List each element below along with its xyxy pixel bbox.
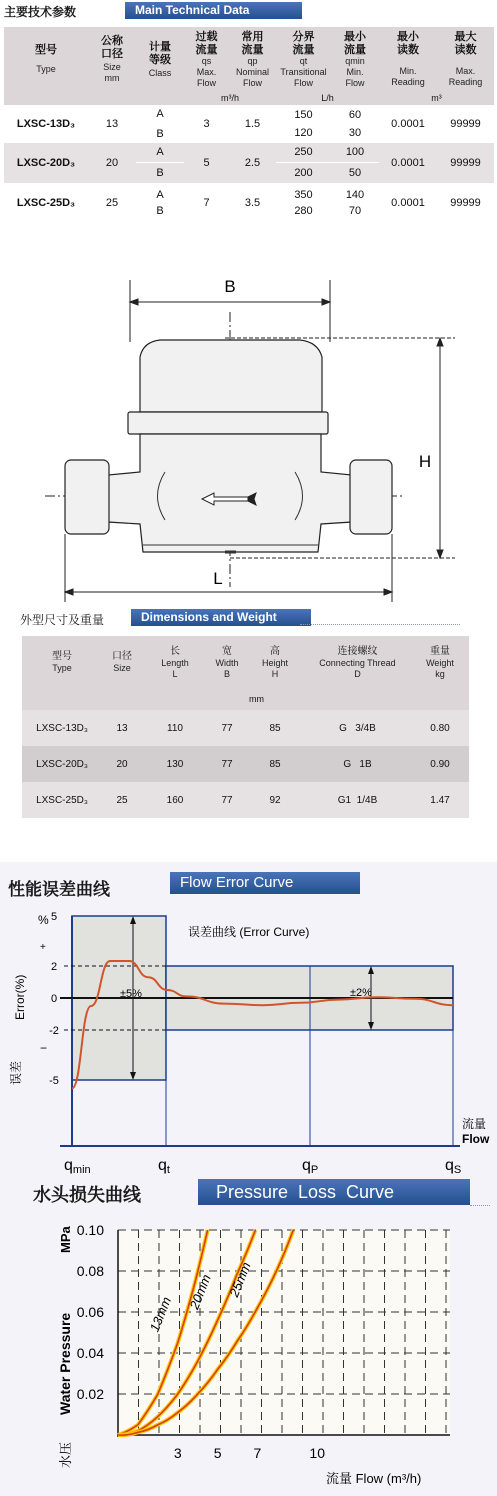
row-size: 25: [105, 197, 119, 209]
row-class: A B: [136, 143, 184, 183]
dim-l-arrow-right: [384, 589, 392, 595]
row-qt: 250 200: [276, 143, 331, 183]
unit-m3: m³: [431, 93, 442, 103]
row-qp: 2.5: [244, 157, 261, 169]
row-height: 92: [269, 794, 281, 806]
error-x-tick: qS: [445, 1157, 462, 1176]
table-row: [4, 143, 494, 183]
error-banner: Flow Error Curve: [170, 872, 360, 894]
dims-banner-rule: [300, 624, 460, 625]
row-qt: 150 120: [294, 109, 313, 139]
table-row: [4, 183, 494, 223]
row-type: LXSC-13D₃: [16, 118, 76, 130]
pressure-y-tick: 0.02: [76, 1386, 104, 1402]
meter-ring: [128, 412, 328, 434]
pressure-y-unit: MPa: [58, 1226, 73, 1253]
left-thread: [65, 460, 109, 534]
dims-table: [22, 636, 469, 818]
row-qmin: 100 50: [331, 143, 379, 183]
pressure-series-label: 25mm: [226, 1259, 254, 1300]
pressure-y-tick: 0.10: [76, 1222, 104, 1238]
error-y-tick: 5: [50, 911, 58, 923]
dims-title-zh: 外型尺寸及重量: [20, 613, 105, 627]
row-type: LXSC-20D₃: [36, 758, 88, 770]
row-min-reading: 0.0001: [391, 157, 425, 169]
row-size: 25: [116, 794, 128, 806]
band-inner-label: ±2%: [350, 987, 372, 999]
row-type: LXSC-20D₃: [16, 157, 76, 169]
row-qp: 1.5: [244, 118, 261, 130]
row-width: 77: [221, 722, 233, 734]
pressure-y-label-zh: 水压: [58, 1441, 73, 1468]
dims-banner: Dimensions and Weight: [131, 609, 311, 626]
th-qp: 常用流量 qp Nominal Flow: [235, 29, 269, 88]
th-class: 计量等级 Class: [148, 39, 172, 78]
row-qt: 350 280: [294, 189, 313, 217]
th-type: 型号 Type: [35, 43, 57, 74]
row-size: 20: [116, 758, 128, 770]
unit-mm: mm: [249, 694, 264, 704]
pressure-series-label: 13mm: [146, 1294, 175, 1334]
dh-size: 口径 Size: [112, 651, 132, 673]
dh-length: 长 Length L: [161, 645, 189, 679]
row-type: LXSC-25D₃: [36, 794, 88, 806]
y-plus: +: [40, 942, 46, 953]
row-min-reading: 0.0001: [391, 118, 425, 130]
error-x-tick: qmin: [64, 1157, 91, 1176]
dim-l-arrow-left: [65, 589, 73, 595]
pressure-banner-rule: [470, 1205, 490, 1206]
pressure-chart: [0, 1215, 497, 1496]
error-y-tick: 0: [50, 993, 58, 1005]
dh-weight: 重量 Weight kg: [426, 645, 454, 679]
row-width: 77: [221, 758, 233, 770]
dh-height: 高 Height H: [261, 645, 288, 679]
pressure-x-label: 流量 Flow (m³/h): [326, 1471, 422, 1486]
unit-lh: L/h: [321, 93, 334, 103]
pressure-y-label-en: Water Pressure: [57, 1312, 73, 1415]
error-x-tick: qP: [302, 1157, 319, 1176]
dim-l-label: L: [213, 569, 223, 588]
table-row: [22, 782, 469, 818]
row-size: 13: [116, 722, 128, 734]
row-size: 20: [105, 157, 119, 169]
row-type: LXSC-13D₃: [36, 722, 88, 734]
row-length: 130: [166, 758, 184, 770]
row-max-reading: 99999: [450, 157, 481, 169]
row-thread: G 1B: [343, 758, 372, 770]
row-class: A B: [156, 189, 164, 217]
table-row: [22, 710, 469, 746]
row-qs: 5: [203, 157, 210, 169]
error-x-tick: qt: [158, 1157, 170, 1176]
dh-width: 宽 Width B: [215, 645, 239, 679]
meter-cap: [140, 340, 322, 412]
unit-m3h: m³/h: [221, 93, 239, 103]
row-class: A B: [156, 108, 164, 140]
row-type: LXSC-25D₃: [16, 197, 76, 209]
row-qmin: 140 70: [345, 189, 365, 217]
row-weight: 0.80: [430, 722, 450, 734]
meter-lower-body: [108, 434, 352, 552]
error-curve-label: 误差曲线 (Error Curve): [188, 925, 310, 939]
y-minus: −: [40, 1041, 48, 1055]
th-qmin: 最小流量 qmin Min. Flow: [344, 29, 366, 88]
th-min-reading: 最小读数 Min. Reading: [391, 30, 425, 87]
table-row: [4, 105, 494, 143]
error-y-tick: 2: [50, 961, 58, 973]
row-size: 13: [105, 118, 119, 130]
row-width: 77: [221, 794, 233, 806]
pressure-y-tick: 0.06: [76, 1304, 104, 1320]
row-height: 85: [269, 722, 281, 734]
pressure-x-tick: 7: [253, 1445, 262, 1461]
th-size: 公称口径 Size mm: [101, 34, 123, 83]
row-max-reading: 99999: [450, 118, 481, 130]
pressure-x-tick: 3: [173, 1445, 182, 1461]
row-length: 110: [167, 722, 183, 734]
tech-header-row: [4, 27, 494, 91]
row-min-reading: 0.0001: [391, 197, 425, 209]
row-qmin: 60 30: [348, 109, 362, 139]
error-y-tick: -2: [49, 1025, 59, 1037]
pressure-banner: Pressure Loss Curve: [198, 1179, 470, 1205]
row-thread: G1 1/4B: [337, 794, 378, 806]
dim-b-arrow-right: [322, 299, 330, 305]
row-height: 85: [269, 758, 281, 770]
pressure-y-tick: 0.04: [76, 1345, 104, 1361]
right-thread: [350, 460, 392, 534]
x-label-zh: 流量: [462, 1117, 487, 1131]
pressure-title-zh: 水头损失曲线: [33, 1185, 141, 1206]
pressure-series-label: 20mm: [186, 1272, 214, 1312]
dim-b-label: B: [224, 277, 236, 296]
th-qs: 过载流量 qs Max. Flow: [195, 29, 218, 88]
pressure-y-tick: 0.08: [76, 1263, 104, 1279]
row-max-reading: 99999: [450, 197, 481, 209]
dims-unit-row: [22, 688, 469, 710]
table-row: [22, 746, 469, 782]
x-label-en: Flow: [462, 1132, 490, 1146]
error-y-tick: -5: [49, 1075, 59, 1087]
row-weight: 0.90: [430, 758, 450, 770]
row-qs: 7: [203, 197, 210, 209]
row-length: 160: [166, 794, 184, 806]
dim-h-arrow-top: [437, 338, 443, 346]
band-outer-label: ±5%: [120, 988, 142, 1000]
pressure-x-tick: 5: [213, 1445, 222, 1461]
dim-h-arrow-bottom: [437, 550, 443, 558]
tech-unit-row: [4, 91, 494, 105]
th-max-reading: 最大读数 Max. Reading: [448, 30, 483, 87]
row-qs: 3: [203, 118, 210, 130]
y-label-en: Error(%): [13, 974, 27, 1020]
dims-header-row: [22, 636, 469, 688]
th-qt: 分界流量 qt Transitional Flow: [280, 29, 327, 88]
meter-body: [65, 340, 392, 552]
dim-h-label: H: [418, 452, 432, 471]
y-label-zh: 误差: [9, 1060, 23, 1085]
pressure-x-tick: 10: [309, 1445, 325, 1461]
tech-banner: Main Technical Data: [125, 2, 302, 19]
meter-drawing: [0, 262, 497, 602]
error-chart: [0, 900, 497, 1180]
tech-table: [4, 27, 494, 223]
dh-thread: 连接螺纹 Connecting Thread D: [319, 645, 396, 679]
dim-b-arrow-left: [130, 299, 138, 305]
row-weight: 1.47: [430, 794, 450, 806]
row-qp: 3.5: [244, 197, 261, 209]
y-pct: %: [38, 913, 49, 927]
tech-title-zh: 主要技术参数: [4, 5, 77, 19]
dh-type: 型号 Type: [52, 651, 72, 673]
row-thread: G 3/4B: [339, 722, 376, 734]
error-title-zh: 性能误差曲线: [8, 880, 110, 900]
